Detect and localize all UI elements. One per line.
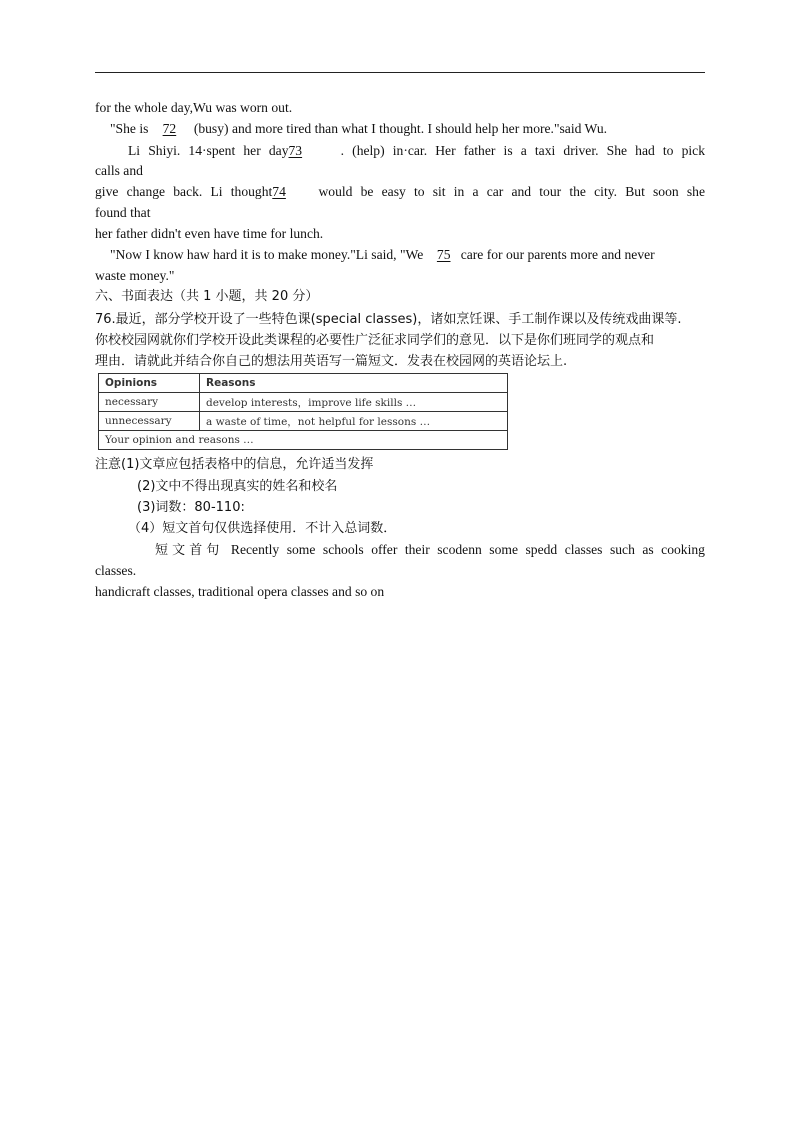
passage-text: care for our parents more and never — [460, 247, 655, 262]
opinions-table — [98, 373, 508, 450]
note-line: (3)词数：80-110: — [137, 500, 245, 515]
opening-sentence-line — [155, 540, 705, 561]
passage-line: her father didn't even have time for lunch. — [95, 226, 324, 241]
opening-sentence-line: handicraft classes, traditional opera classes and so on — [95, 584, 385, 599]
blank-75: 75 — [436, 247, 451, 262]
passage-line — [128, 141, 705, 161]
table-header-cell: Opinions — [99, 374, 200, 393]
table-cell: develop interests，improve life skills … — [200, 393, 508, 412]
note-line: （4）短文首句仅供选择使用．不计入总词数． — [128, 521, 397, 536]
table-row — [99, 431, 508, 450]
passage-line — [95, 182, 705, 202]
blank-73: 73 — [288, 143, 303, 158]
table-cell: Your opinion and reasons … — [99, 431, 508, 450]
passage-text: Li Shiyi. 14·spent her day — [128, 143, 289, 158]
table-row — [99, 412, 508, 431]
question-76-line: 你校校园网就你们学校开设此类课程的必要性广泛征求同学们的意见．以下是你们班同学的观点和 — [95, 333, 655, 348]
blank-72: 72 — [162, 121, 177, 136]
opening-sentence-label: 短文首句 — [155, 543, 224, 558]
table-row — [99, 393, 508, 412]
passage-line: for the whole day,Wu was worn out. — [95, 100, 293, 115]
passage-text: would be easy to sit in a car and tour the city. But soon she — [318, 184, 705, 199]
passage-text: "Now I know haw hard it is to make money."Li said, "We — [110, 247, 424, 262]
blank-74: 74 — [272, 184, 286, 199]
question-76-line: 76.最近，部分学校开设了一些特色课(special classes)，诸如烹饪课、手工制作课以及传统戏曲课等. — [95, 312, 682, 327]
opening-sentence-text: Recently some schools offer their scodenn some spedd classes such as cooking — [230, 542, 705, 557]
table-cell: a waste of time，not helpful for lessons … — [200, 412, 508, 431]
opening-sentence-line: classes. — [95, 563, 137, 578]
passage-text: (busy) and more tired than what I thought. I should help her more."said Wu. — [193, 121, 608, 136]
table-cell: necessary — [99, 393, 200, 412]
table-header-cell: Reasons — [200, 374, 508, 393]
header-rule — [95, 72, 705, 73]
passage-text: "She is — [110, 121, 149, 136]
passage-line: calls and — [95, 163, 143, 178]
table-cell: unnecessary — [99, 412, 200, 431]
passage-text: . (help) in·car. Her father is a taxi driver. She had to pick — [340, 143, 706, 158]
note-line: (2)文中不得出现真实的姓名和校名 — [137, 479, 338, 494]
question-76-line: 理由．请就此并结合你自己的想法用英语写一篇短文．发表在校园网的英语论坛上. — [95, 354, 568, 369]
passage-line: waste money." — [95, 268, 175, 283]
passage-line — [110, 119, 720, 139]
passage-line: found that — [95, 205, 151, 220]
table-header-row — [99, 374, 508, 393]
note-line: 注意(1)文章应包括表格中的信息，允许适当发挥 — [95, 457, 374, 472]
passage-text: give change back. Li thought — [95, 184, 273, 199]
passage-line — [110, 245, 720, 265]
section-title: 六、书面表达（共 1 小题，共 20 分） — [95, 289, 319, 304]
